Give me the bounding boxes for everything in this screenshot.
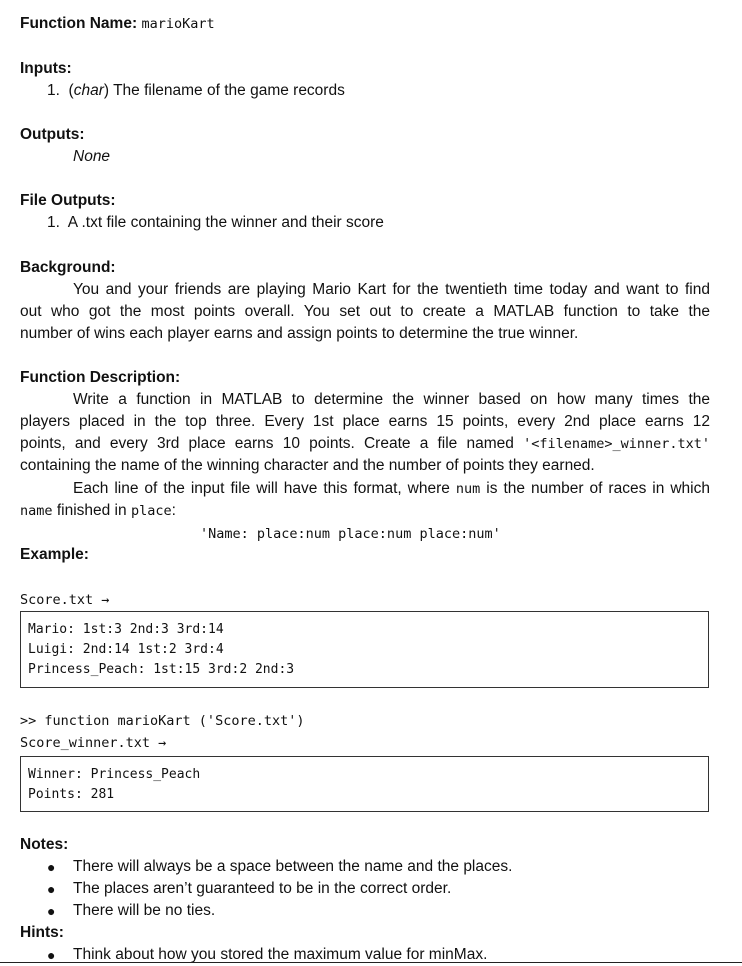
file-outputs-item-text: A .txt file containing the winner and their score (67, 214, 384, 231)
description-line-2: players placed in the top three. Every 1st place earns 15 points, every 2nd place earns 12 (20, 413, 710, 430)
example-file1-line: Mario: 1st:3 2nd:3 3rd:14 (28, 622, 224, 637)
notes-item: There will always be a space between the name and the places. (73, 858, 513, 875)
hints-item: Think about how you stored the maximum value for minMax. (73, 946, 488, 963)
description-file-pattern: '<filename>_winner.txt' (523, 436, 710, 452)
description-para2-mid: is the number of races in which (486, 480, 710, 497)
background-line-3: number of wins each player earns and assign points to determine the true winner. (20, 325, 579, 342)
function-name-value: marioKart (141, 16, 215, 32)
description-heading: Function Description: (20, 369, 181, 386)
bullet-icon: ● (47, 881, 56, 897)
background-line-1: You and your friends are playing Mario Kart for the twentieth time today and want to find (73, 281, 710, 298)
example-command: >> function marioKart ('Score.txt') (20, 713, 305, 729)
function-name-label: Function Name: (20, 15, 138, 32)
bullet-icon: ● (47, 859, 56, 875)
description-finished-in: finished in (56, 502, 127, 519)
notes-item: There will be no ties. (73, 902, 216, 919)
inputs-item-number: 1. (47, 82, 60, 99)
bullet-icon: ● (47, 947, 56, 963)
description-para2-line-2 (20, 500, 176, 522)
function-name-line (20, 13, 215, 35)
file-outputs-heading: File Outputs: (20, 192, 116, 209)
inputs-item: 1. (char) The filename of the game records (47, 82, 345, 99)
example-file1-box (20, 611, 709, 688)
description-format-code: 'Name: place:num place:num place:num' (200, 526, 501, 542)
description-line-3 (20, 433, 710, 455)
description-colon: : (171, 502, 176, 519)
hints-heading: Hints: (20, 924, 64, 941)
inputs-heading: Inputs: (20, 60, 72, 77)
background-heading: Background: (20, 259, 116, 276)
example-file2-label: Score_winner.txt → (20, 735, 167, 751)
example-file2-line: Points: 281 (28, 787, 115, 802)
example-file1-label: Score.txt → (20, 592, 110, 608)
description-line-4: containing the name of the winning character and the number of points they earned. (20, 457, 595, 474)
background-line-2: out who got the most points overall. You set out to create a MATLAB function to take the (20, 303, 710, 320)
notes-item: The places aren’t guaranteed to be in the correct order. (73, 880, 452, 897)
bullet-icon: ● (47, 903, 56, 919)
example-file1-line: Princess_Peach: 1st:15 3rd:2 2nd:3 (28, 662, 295, 677)
inputs-item-type: char (73, 82, 104, 99)
inputs-item-text: The filename of the game records (113, 82, 345, 99)
description-para2-line-1 (20, 478, 710, 500)
description-line-1: Write a function in MATLAB to determine the winner based on how many times the (73, 391, 710, 408)
outputs-value: None (73, 148, 111, 165)
file-outputs-item-number: 1. (47, 214, 60, 231)
example-file1-line: Luigi: 2nd:14 1st:2 3rd:4 (28, 642, 224, 657)
description-num-code: num (455, 481, 481, 497)
description-place-code: place (130, 503, 172, 519)
notes-heading: Notes: (20, 836, 69, 853)
description-para2-start: Each line of the input file will have this format, where (73, 480, 450, 497)
description-line-3-text: points, and every 3rd place earns 10 points. Create a file named (20, 435, 514, 452)
page-bottom-rule (0, 962, 742, 963)
example-file2-line: Winner: Princess_Peach (28, 767, 201, 782)
outputs-heading: Outputs: (20, 126, 85, 143)
file-outputs-item (47, 212, 384, 234)
description-name-code: name (20, 503, 53, 519)
example-file2-box (20, 756, 709, 812)
example-heading: Example: (20, 546, 89, 563)
